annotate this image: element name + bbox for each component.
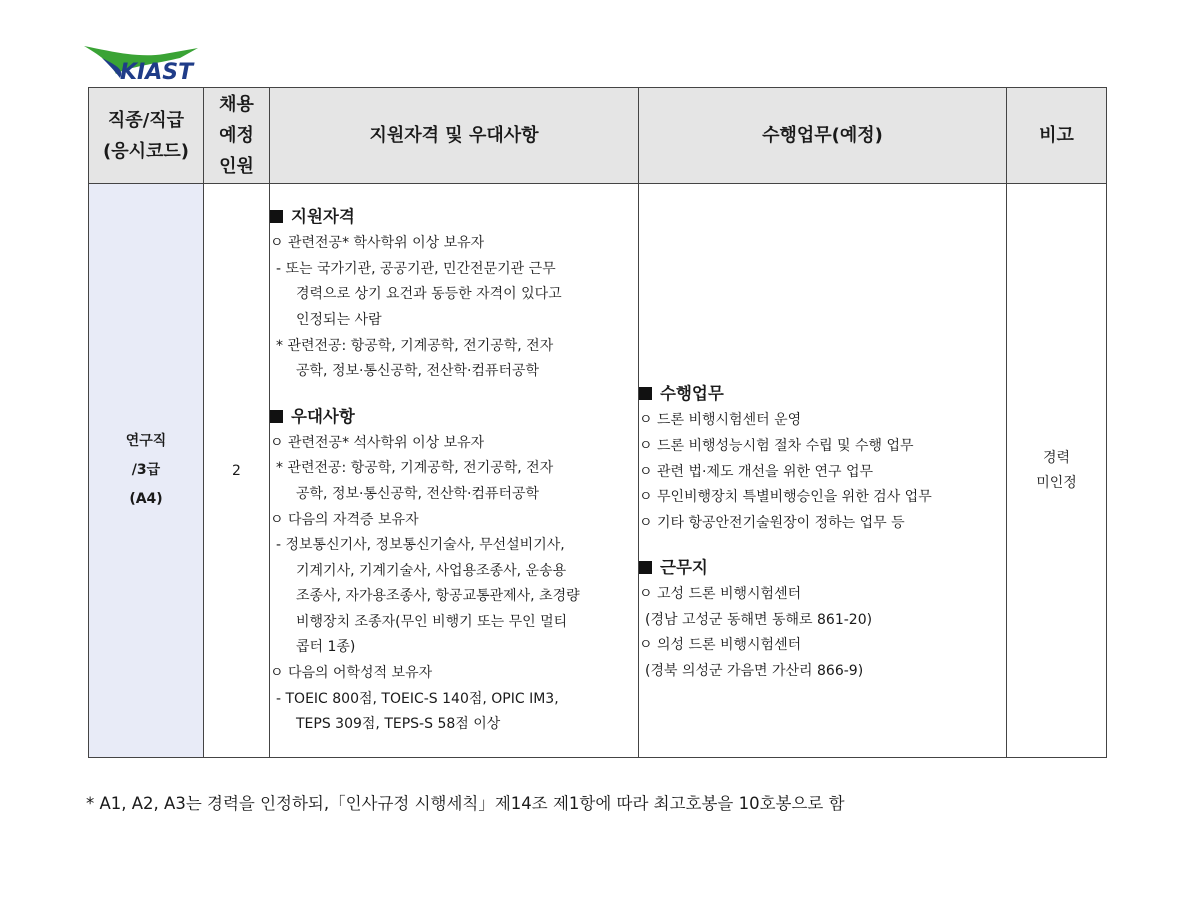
duty-line: ㅇ 드론 비행시험센터 운영 (639, 412, 802, 429)
cell-job (89, 184, 204, 758)
job-line: /3급 (131, 462, 161, 478)
pref-line: 비행장치 조종자(무인 비행기 또는 무인 멀티 (296, 613, 568, 630)
pref-line: - TOEIC 800점, TOEIC-S 140점, OPIC IM3, (276, 690, 559, 707)
square-bullet-icon (639, 387, 652, 400)
cell-qualifications (270, 184, 639, 758)
header-job-line: (응시코드) (102, 140, 189, 162)
pref-line: - 정보통신기사, 정보통신기술사, 무선설비기사, (276, 537, 565, 554)
workplace-line: (경북 의성군 가음면 가산리 866-9) (645, 663, 864, 680)
cell-note (1007, 184, 1107, 758)
pref-line: ㅇ 다음의 어학성적 보유자 (270, 665, 433, 682)
cell-duties (639, 184, 1007, 758)
section-title-text: 근무지 (660, 558, 708, 578)
duties-section-title (639, 380, 1006, 408)
kiast-logo (84, 44, 202, 86)
header-note: 비고 (1007, 88, 1107, 184)
pref-line: 기계기사, 기계기술사, 사업용조종사, 운송용 (296, 562, 567, 579)
section-title-text: 수행업무 (660, 384, 724, 404)
workplace-line: ㅇ 의성 드론 비행시험센터 (639, 637, 802, 654)
cell-count: 2 (204, 184, 270, 758)
square-bullet-icon (270, 410, 283, 423)
square-bullet-icon (639, 561, 652, 574)
logo-text: KIAST (120, 60, 194, 85)
qual-line: 인정되는 사람 (296, 311, 382, 328)
duty-line: ㅇ 기타 항공안전기술원장이 정하는 업무 등 (639, 514, 905, 531)
pref-line: * 관련전공: 항공학, 기계공학, 전기공학, 전자 (276, 460, 554, 477)
footnote: * A1, A2, A3는 경력을 인정하되,「인사규정 시행세칙」제14조 제1항에 따라 최고호봉을 10호봉으로 함 (86, 794, 845, 813)
qual-line: 공학, 정보·통신공학, 전산학·컴퓨터공학 (296, 363, 540, 380)
recruitment-table (88, 87, 1107, 758)
header-count-line: 채용 (219, 94, 254, 115)
note-line: 미인정 (1036, 474, 1077, 491)
duty-line: ㅇ 관련 법·제도 개선을 위한 연구 업무 (639, 463, 874, 480)
job-line: (A4) (129, 491, 163, 507)
pref-line: 조종사, 자가용조종사, 항공교통관제사, 초경량 (296, 588, 580, 605)
workplace-line: (경남 고성군 동해면 동해로 861-20) (645, 611, 873, 628)
table-header-row (89, 88, 1107, 184)
pref-line: ㅇ 다음의 자격증 보유자 (270, 511, 419, 528)
header-job (89, 88, 204, 184)
qual-line: 경력으로 상기 요건과 동등한 자격이 있다고 (296, 286, 562, 303)
header-job-line: 직종/직급 (107, 109, 185, 131)
square-bullet-icon (270, 210, 283, 223)
duty-line: ㅇ 드론 비행성능시험 절차 수립 및 수행 업무 (639, 437, 914, 454)
workplace-section-title (639, 554, 1006, 582)
header-count-line: 예정 (219, 125, 254, 146)
section-title-text: 지원자격 (291, 207, 355, 227)
note-line: 경력 (1042, 449, 1071, 466)
header-duties: 수행업무(예정) (639, 88, 1007, 184)
preferences-section-title (270, 403, 638, 431)
pref-line: TEPS 309점, TEPS-S 58점 이상 (296, 716, 501, 733)
job-line: 연구직 (125, 433, 167, 449)
qual-line: - 또는 국가기관, 공공기관, 민간전문기관 근무 (276, 260, 556, 277)
section-title-text: 우대사항 (291, 406, 355, 426)
qual-line: ㅇ 관련전공* 학사학위 이상 보유자 (270, 235, 485, 252)
table-row (89, 184, 1107, 758)
pref-line: ㅇ 관련전공* 석사학위 이상 보유자 (270, 434, 485, 451)
pref-line: 콥터 1종) (296, 639, 356, 656)
duty-line: ㅇ 무인비행장치 특별비행승인을 위한 검사 업무 (639, 489, 932, 506)
header-qualifications: 지원자격 및 우대사항 (270, 88, 639, 184)
pref-line: 공학, 정보·통신공학, 전산학·컴퓨터공학 (296, 485, 540, 502)
qualifications-section-title (270, 203, 638, 231)
workplace-line: ㅇ 고성 드론 비행시험센터 (639, 586, 802, 603)
header-count (204, 88, 270, 184)
header-count-line: 인원 (219, 156, 254, 177)
qual-line: * 관련전공: 항공학, 기계공학, 전기공학, 전자 (276, 337, 554, 354)
